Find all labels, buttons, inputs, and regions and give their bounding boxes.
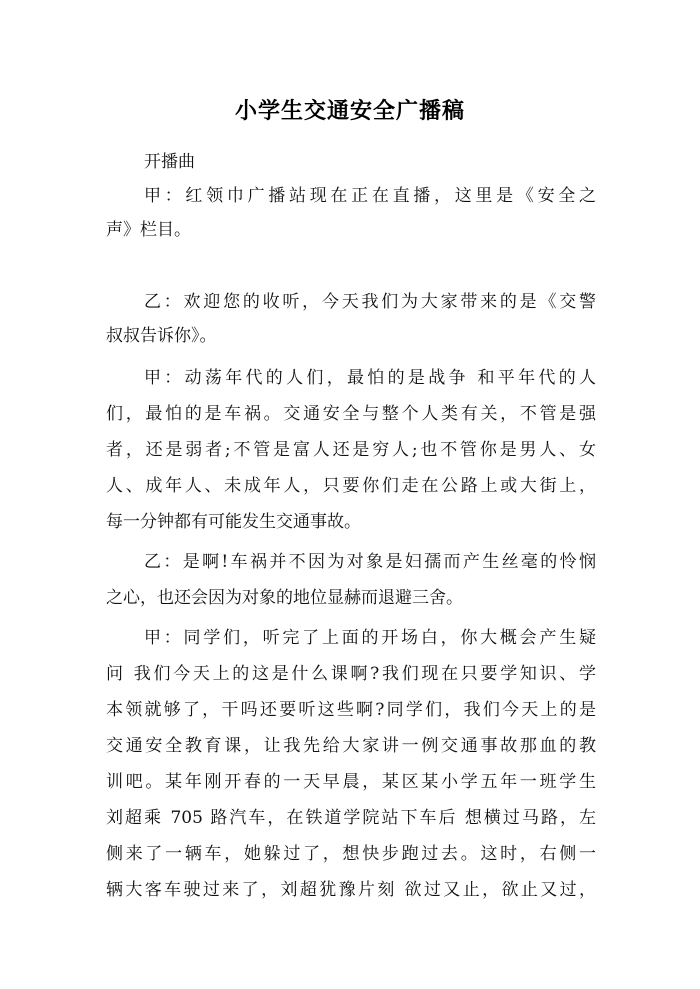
text-line: 甲：动荡年代的人们，最怕的是战争 和平年代的人 (144, 368, 596, 388)
text-line: 刘超乘 705 路汽车，在铁道学院站下车后 想横过马路，左 (106, 808, 596, 828)
text-line: 们，最怕的是车祸。交通安全与整个人类有关，不管是强 (106, 404, 596, 424)
text-line: 之心，也还会因为对象的地位显赫而退避三舍。 (106, 588, 463, 608)
text-line: 本领就够了，干吗还要听这些啊?同学们，我们今天上的是 (106, 700, 596, 720)
text-line: 人、成年人、未成年人，只要你们走在公路上或大街上， (106, 476, 596, 496)
text-line: 声》栏目。 (106, 220, 191, 240)
text-line: 甲：同学们，听完了上面的开场白，你大概会产生疑 (144, 628, 596, 648)
text-line: 辆大客车驶过来了，刘超犹豫片刻 欲过又止，欲止又过， (106, 880, 596, 900)
document-title: 小学生交通安全广播稿 (234, 99, 465, 124)
text-line: 乙：欢迎您的收听，今天我们为大家带来的是《交警 (144, 292, 596, 312)
text-line: 每一分钟都有可能发生交通事故。 (106, 512, 361, 532)
text-line: 侧来了一辆车，她躲过了，想快步跑过去。这时，右侧一 (106, 844, 596, 864)
text-line: 问 我们今天上的这是什么课啊?我们现在只要学知识、学 (106, 664, 596, 684)
text-line: 甲：红领巾广播站现在正在直播，这里是《安全之 (144, 186, 596, 206)
text-line: 叔叔告诉你》。 (106, 326, 217, 346)
text-line: 训吧。某年刚开春的一天早晨，某区某小学五年一班学生 (106, 772, 596, 792)
text-line: 乙：是啊!车祸并不因为对象是妇孺而产生丝毫的怜悯 (144, 552, 596, 572)
text-line: 交通安全教育课，让我先给大家讲一例交通事故那血的教 (106, 736, 596, 756)
text-line-opening-music: 开播曲 (144, 152, 195, 172)
text-line: 者，还是弱者;不管是富人还是穷人;也不管你是男人、女 (106, 440, 596, 460)
